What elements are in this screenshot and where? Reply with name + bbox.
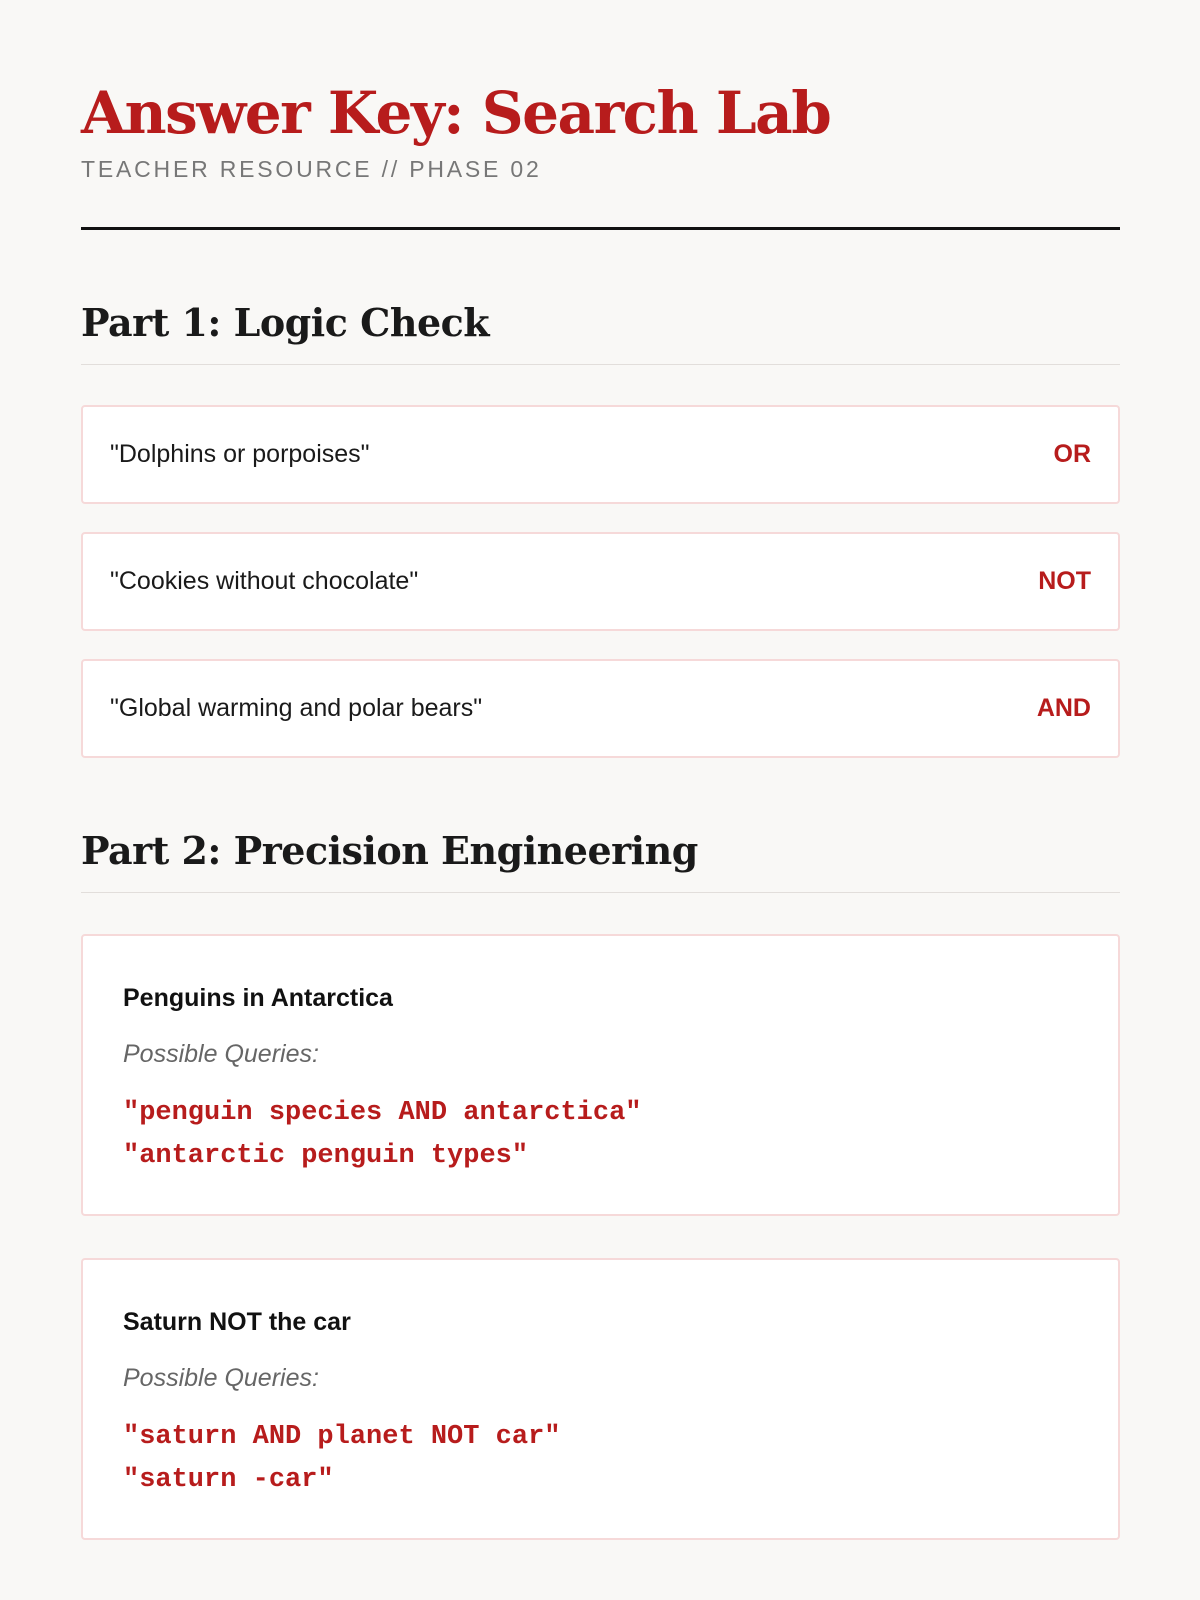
task-card-hint: Possible Queries: bbox=[123, 1040, 319, 1068]
query-list bbox=[123, 1416, 560, 1502]
page-subtitle: TEACHER RESOURCE // PHASE 02 bbox=[81, 156, 542, 182]
logic-item-phrase: "Dolphins or porpoises" bbox=[110, 440, 370, 468]
query-list bbox=[123, 1092, 641, 1178]
logic-item bbox=[81, 659, 1120, 758]
header-divider bbox=[81, 227, 1120, 230]
query-example: "penguin species AND antarctica" bbox=[123, 1098, 642, 1128]
logic-item bbox=[81, 532, 1120, 631]
logic-item-phrase: "Cookies without chocolate" bbox=[110, 567, 419, 595]
query-example: "saturn AND planet NOT car" bbox=[123, 1422, 561, 1452]
query-example: "antarctic penguin types" bbox=[123, 1141, 529, 1171]
task-card-title: Penguins in Antarctica bbox=[123, 984, 393, 1012]
page-title: Answer Key: Search Lab bbox=[81, 79, 831, 147]
logic-item-phrase: "Global warming and polar bears" bbox=[110, 694, 483, 722]
section-title-part2: Part 2: Precision Engineering bbox=[81, 828, 1120, 893]
section-title-part1: Part 1: Logic Check bbox=[81, 300, 1120, 365]
task-card-hint: Possible Queries: bbox=[123, 1364, 319, 1392]
logic-item-operator: NOT bbox=[1038, 567, 1091, 595]
query-example: "saturn -car" bbox=[123, 1465, 334, 1495]
logic-item-operator: AND bbox=[1036, 694, 1091, 722]
logic-item-operator: OR bbox=[1053, 440, 1091, 468]
task-card-title: Saturn NOT the car bbox=[123, 1308, 351, 1336]
task-card bbox=[81, 934, 1120, 1216]
task-card bbox=[81, 1258, 1120, 1540]
logic-item bbox=[81, 405, 1120, 504]
